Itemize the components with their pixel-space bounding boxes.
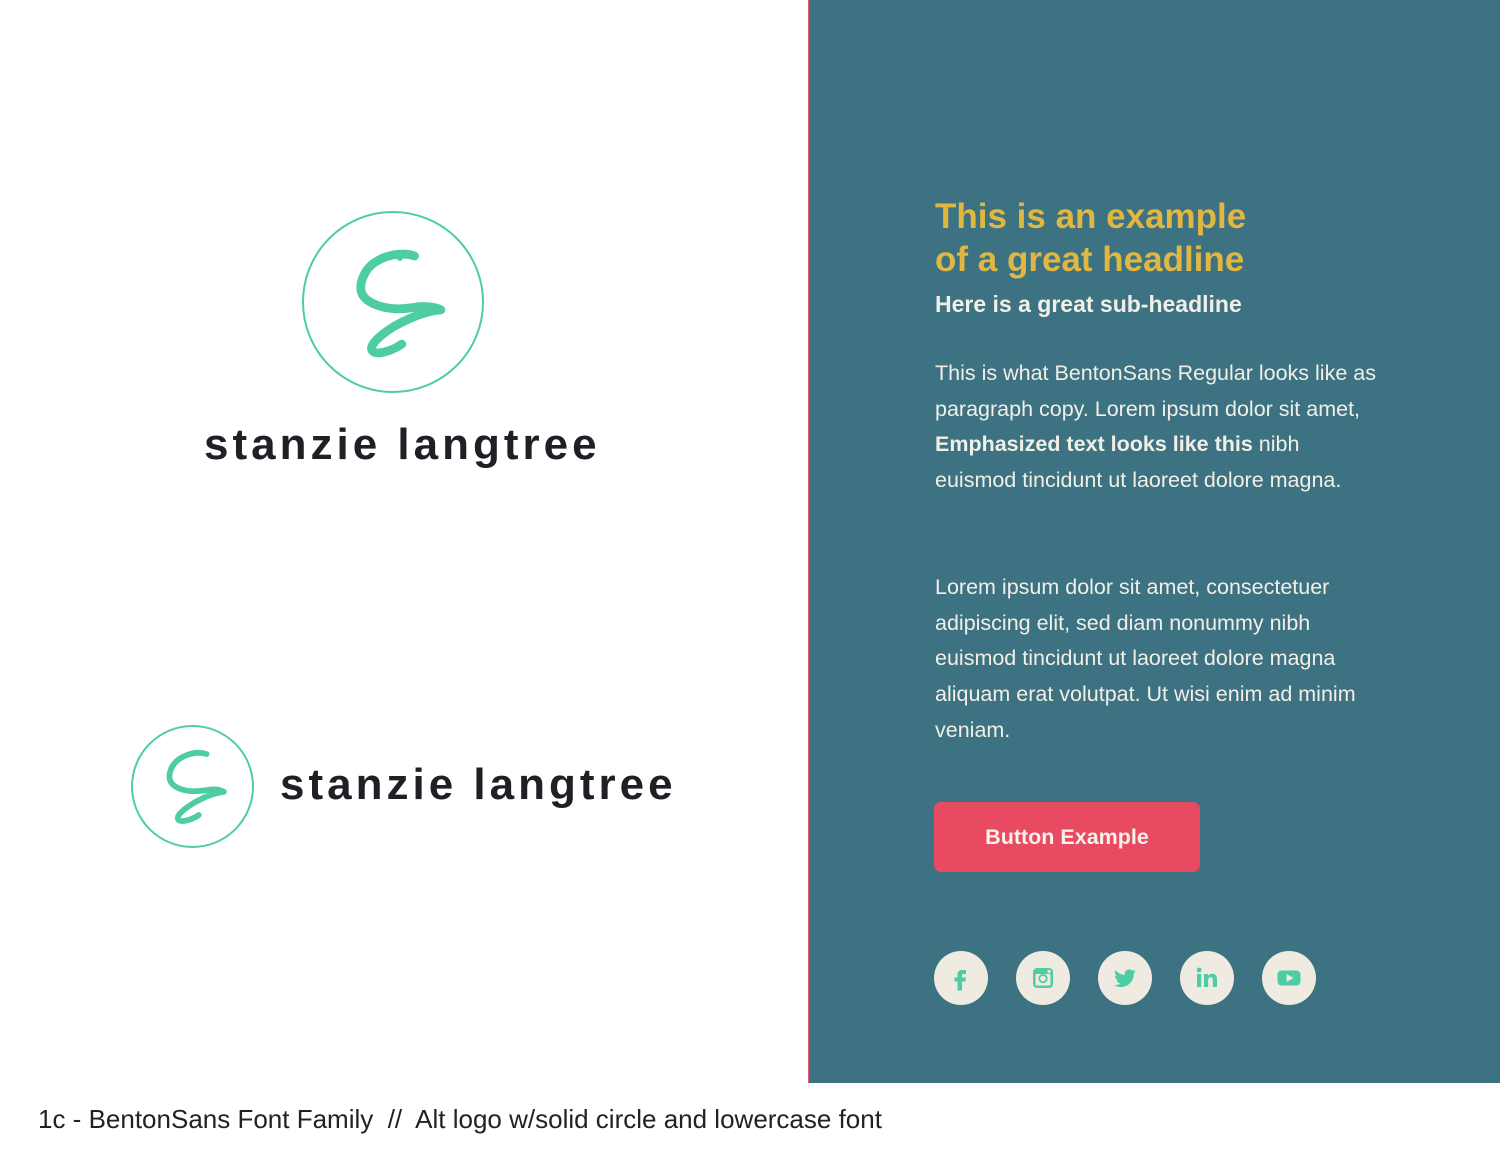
instagram-button[interactable] xyxy=(1016,951,1070,1005)
instagram-icon xyxy=(1028,963,1058,993)
youtube-button[interactable] xyxy=(1262,951,1316,1005)
twitter-icon xyxy=(1110,963,1140,993)
youtube-icon xyxy=(1274,963,1304,993)
slide-caption: 1c - BentonSans Font Family // Alt logo w/solid circle and lowercase font xyxy=(38,1104,882,1134)
logo-mark-small xyxy=(131,725,254,848)
facebook-icon xyxy=(946,963,976,993)
script-s-monogram-icon xyxy=(304,213,482,391)
subheadline: Here is a great sub-headline xyxy=(935,291,1242,317)
emphasized-text: Emphasized text looks like this xyxy=(935,432,1253,457)
linkedin-button[interactable] xyxy=(1180,951,1234,1005)
style-sample-panel xyxy=(809,0,1500,1083)
paragraph-1-start: This is what BentonSans Regular looks like as paragraph copy. Lorem ipsum dolor sit amet, xyxy=(935,361,1376,421)
paragraph-1 xyxy=(935,356,1385,499)
headline-line-2: of a great headline xyxy=(935,240,1245,279)
typography-sample xyxy=(935,195,1385,319)
facebook-button[interactable] xyxy=(934,951,988,1005)
paragraph-1-end: nibh euismod tincidunt ut laoreet dolore magna. xyxy=(935,432,1342,493)
logo-mark-large xyxy=(302,211,484,393)
twitter-button[interactable] xyxy=(1098,951,1152,1005)
linkedin-icon xyxy=(1192,963,1222,993)
wordmark-large: stanzie langtree xyxy=(204,420,601,469)
script-s-monogram-icon xyxy=(133,727,252,846)
paragraph-2: Lorem ipsum dolor sit amet, consectetuer adipiscing elit, sed diam nonummy nibh euismod tincidunt ut laoreet dolore magna aliquam erat volutpat. Ut wisi enim ad minim veniam. xyxy=(935,575,1356,742)
headline-line-1: This is an example xyxy=(935,197,1247,236)
headline xyxy=(935,195,1385,281)
wordmark-small: stanzie langtree xyxy=(280,760,677,809)
example-button[interactable]: Button Example xyxy=(934,802,1200,872)
